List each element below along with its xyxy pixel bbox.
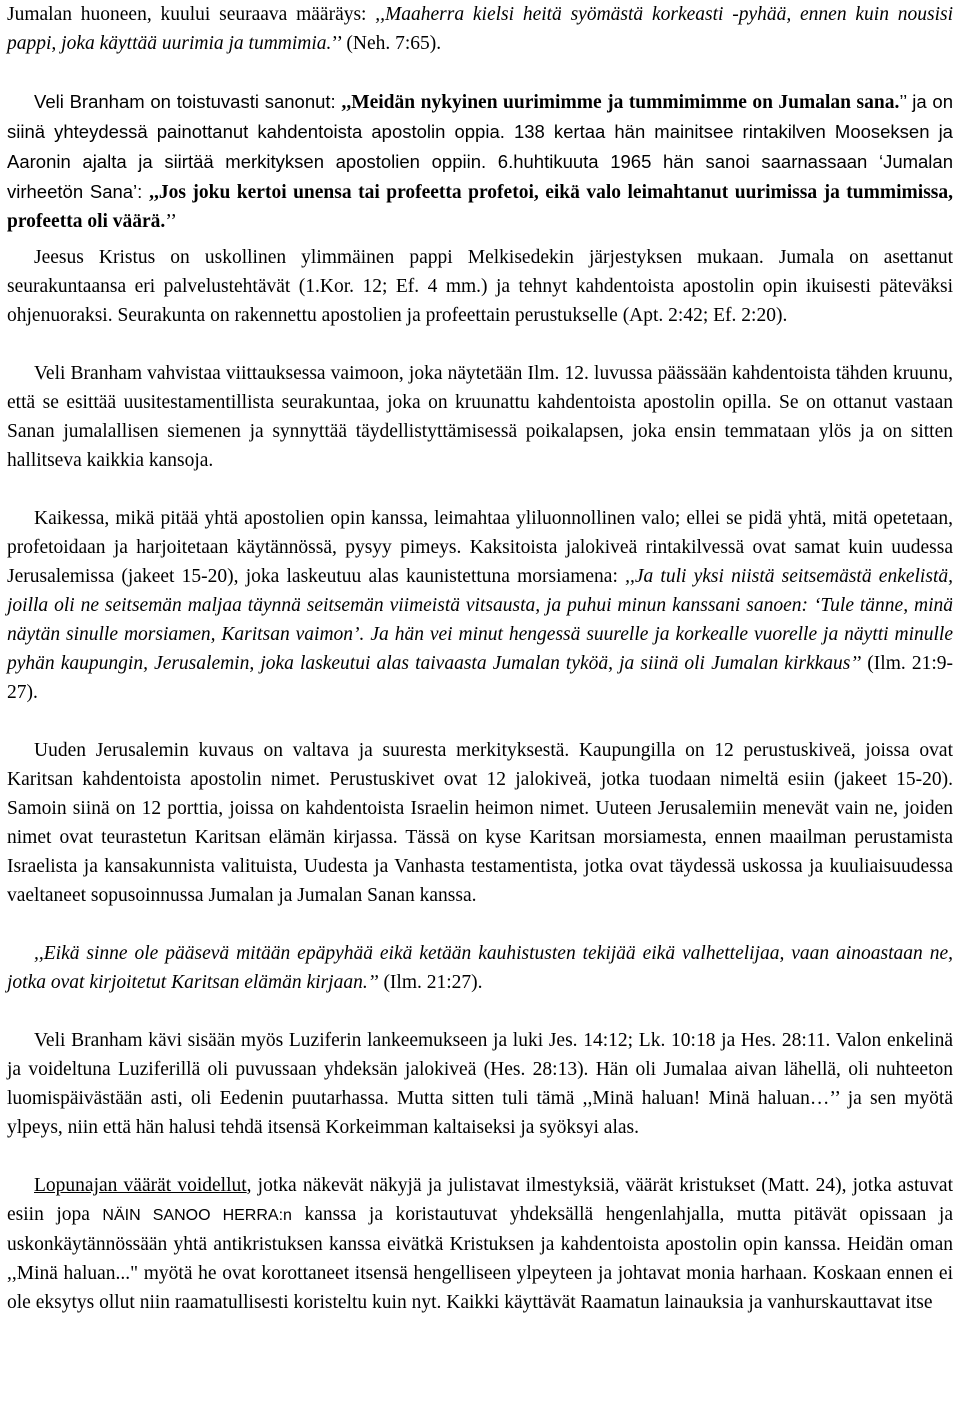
paragraph-5 (7, 504, 953, 707)
paragraph-2 (7, 87, 953, 236)
paragraph-2-bold-quote-1: ,,Meidän nykyinen uurimimme ja tummimimme on Jumalan sana. (341, 92, 900, 113)
paragraph-7-quote: ,,Eikä sinne ole pääsevä mitään epäpyhää eikä ketään kauhistusten tekijää eikä valhettelijaa, vaan ainoastaan ne, jotka ovat kirjoitetut Karitsan elämän kirjaan.’’ (7, 943, 953, 993)
paragraph-6: Uuden Jerusalemin kuvaus on valtava ja suuresta merkityksestä. Kaupungilla on 12 perustuskiveä, joissa ovat Karitsan kahdentoista apostolin nimet. Perustuskivet ovat 12 jalokiveä, jotka tuodaan nimeltä esiin (jakeet 15-20). Samoin siinä on 12 porttia, joissa on kahdentoista Israelin heimon nimet. Uuteen Jerusalemiin menevät vain ne, joiden nimet ovat teurastetun Karitsan elämän kirjassa. Tässä on kyse Karitsan morsiamesta, ennen maailman perustamista Israelista ja kansakunnista valituista, Uudesta ja Vanhasta testamentista, jotka ovat täydessä uskossa ja kuuliaisuudessa vaeltaneet sopusoinnussa Jumalan ja Jumalan Sanan kanssa. (7, 740, 953, 906)
paragraph-7-reference: (Ilm. 21:27). (378, 972, 483, 993)
paragraph-9-small-caps: NÄIN SANOO HERRA:n (102, 1207, 292, 1224)
paragraph-9-text-1: , jotka näkevät näkyjä ja julistavat ilmestyksiä, väärät kristukset (Matt. 24), jotka astuvat esiin jopa (7, 1175, 954, 1225)
paragraph-3: Jeesus Kristus on uskollinen ylimmäinen pappi Melkisedekin järjestyksen mukaan. Jumala on asettanut seurakuntaansa eri palvelustehtävät (1.Kor. 12; Ef. 4 mm.) ja tehnyt kahdentoista apostolin opin ikuisesti päteväksi ohjenuoraksi. Seurakunta on rakennettu apostolien ja profeettain perustukselle (Apt. 2:42; Ef. 2:20). (7, 247, 953, 326)
paragraph-7 (7, 939, 953, 997)
paragraph-1-reference: ’’ (Neh. 7:65). (331, 33, 442, 54)
paragraph-2-text-1: ’’ ja on siinä yhteydessä painottanut kahdentoista apostolin oppia. (7, 91, 954, 142)
paragraph-1-text: Jumalan huoneen, kuului seuraava määräys: (7, 4, 376, 25)
paragraph-5-quote: ,,Ja tuli yksi niistä seitsemästä enkelistä, joilla oli ne seitsemän maljaa täynnä seitsemän viimeistä vitsausta, ja puhui minun kanssani sanoen: ‘Tule tänne, minä näytän sinulle morsiamen, Karitsan vaimon’. Ja hän vei minut hengessä suurelle ja korkealle vuorelle ja näytti minulle pyhän kaupungin, Jerusalemin, joka laskeutui alas taivaasta Jumalan tyköä, ja siinä oli Jumalan kirkkaus’’ (7, 566, 953, 674)
paragraph-9-text-2: kanssa ja koristautuvat yhdeksällä hengenlahjalla, mutta pitävät opissaan ja uskonkäytännössään yhtä antikristuksen kanssa eivätkä Kristuksen ja kahdentoista apostolin opin kanssa. Heidän oman ,,Minä haluan..." myötä he ovat korottaneet itsensä hengelliseen ylpeyteen ja johtavat monia harhaan. Koskaan ennen ei ole eksytys ollut niin raamatullisesti koristeltu kuin nyt. Kaikki käyttävät Raamatun lainauksia ja vanhurskauttavat itse (7, 1204, 953, 1313)
paragraph-9 (7, 1171, 953, 1317)
paragraph-2-lead: Veli Branham on toistuvasti sanonut: (34, 91, 342, 112)
paragraph-8: Veli Branham kävi sisään myös Luziferin lankeemukseen ja luki Jes. 14:12; Lk. 10:18 ja Hes. 28:11. Valon enkelinä ja voideltuna Luziferillä oli puvussaan yhdeksän jalokiveä (Hes. 28:13). Hän oli Jumalaa aivan lähellä, oli nuhteeton luomispäivästään asti, oli Eedenin puutarhassa. Mutta sitten tuli tämä ,,Minä haluan! Minä haluan…’’ ja sen myötä ylpeys, niin että hän halusi tehdä itsensä Korkeimman kaltaiseksi ja syöksyi alas. (7, 1030, 953, 1138)
paragraph-2-end-quote: ’’ (165, 211, 177, 232)
paragraph-5-text: Kaikessa, mikä pitää yhtä apostolien opin kanssa, leimahtaa yliluonnollinen valo; ellei se pidä yhtä, mitä opetetaan, profetoidaan ja harjoitetaan käytännössä, pysyy pimeys. Kaksitoista jalokiveä rintakilvessä ovat samat kuin uudessa Jerusalemissa (jakeet 15-20), joka laskeutuu alas kaunistettuna morsiamena: (7, 508, 953, 587)
paragraph-5-reference: (Ilm. 21:9-27). (7, 653, 953, 703)
paragraph-4: Veli Branham vahvistaa viittauksessa vaimoon, joka näytetään Ilm. 12. luvussa päässään kahdentoista tähden kruunu, että se esittää uusitestamentillista seurakuntaa, joka on kruunattu kahdentoista apostolin opilla. Se on ottanut vastaan Sanan jumalallisen siemenen ja synnyttää täydellistyttämisessä poikalapsen, joka ensin temmataan ylös ja on sitten hallitseva kaikkia kansoja. (7, 363, 953, 471)
paragraph-1 (7, 0, 953, 58)
paragraph-2-bold-quote-2: ,,Jos joku kertoi unensa tai profeetta profetoi, eikä valo leimahtanut uurimissa ja tummimissa, profeetta oli väärä. (7, 182, 954, 232)
paragraph-1-quote: ,,Maaherra kielsi heitä syömästä korkeasti -pyhää, ennen kuin nousisi pappi, joka käyttää uurimia ja tummimia. (7, 4, 953, 54)
paragraph-9-underlined-lead: Lopunajan väärät voidellut (34, 1175, 247, 1196)
paragraph-2-text-2: 138 kertaa hän mainitsee rintakilven Mooseksen ja Aaronin ajalta ja siirtää merkityksen apostolien oppiin. 6.huhtikuuta 1965 hän sanoi saarnassaan ‘Jumalan virheetön Sana’: (7, 121, 953, 202)
